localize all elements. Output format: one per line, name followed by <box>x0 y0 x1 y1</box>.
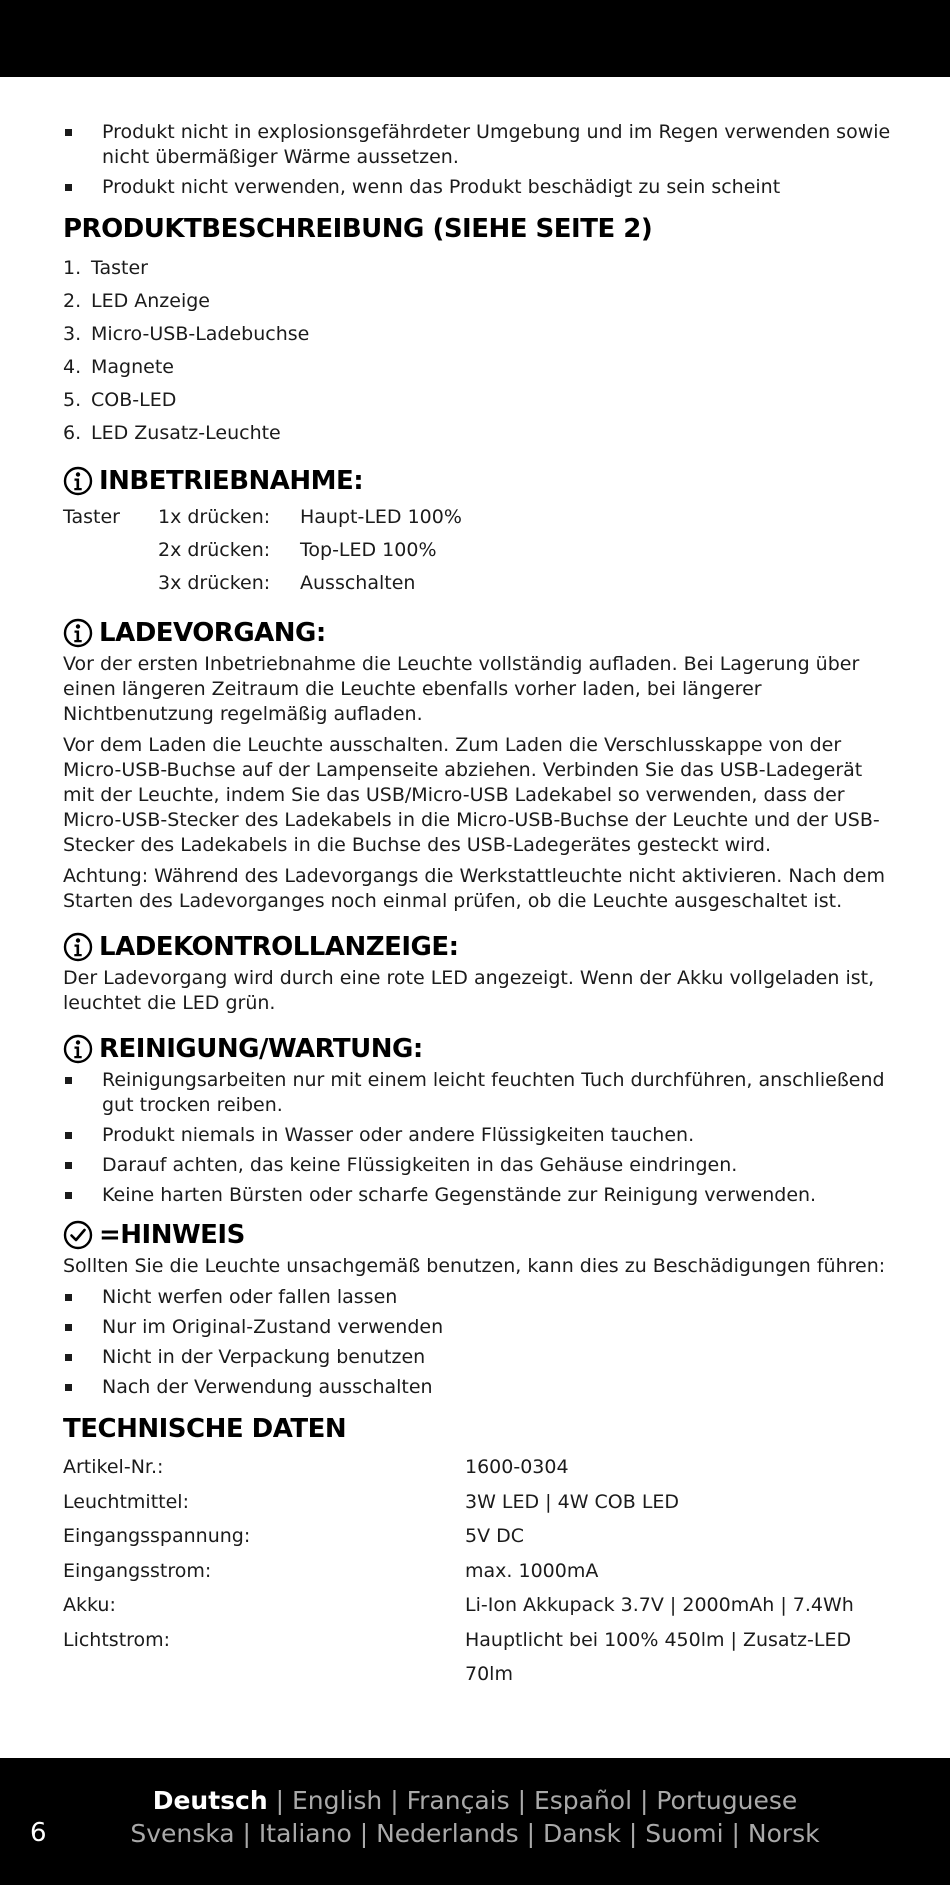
list-item: 2. LED Anzeige <box>63 290 210 312</box>
cleaning-bullets <box>63 1068 893 1208</box>
paragraph: Vor der ersten Inbetriebnahme die Leuchte vollständig aufladen. Bei Lagerung über einen längeren Zeitraum die Leuchte ebenfalls vorher laden, bei längerer Nichtbenutzung regelmäßig aufladen. <box>63 653 860 725</box>
spec-value: 3W LED | 4W COB LED <box>465 1490 680 1513</box>
spec-label: Akku: <box>63 1594 116 1616</box>
press-result: Ausschalten <box>300 572 416 594</box>
section-title-indicator: LADEKONTROLLANZEIGE: <box>63 930 893 964</box>
list-item: Darauf achten, das keine Flüssigkeiten in das Gehäuse eindringen. <box>63 1153 893 1178</box>
spec-label: Lichtstrom: <box>63 1628 171 1651</box>
section-title-charging: LADEVORGANG: <box>63 616 893 650</box>
list-item: 6. LED Zusatz-Leuchte <box>63 422 281 444</box>
list-item: Reinigungsarbeiten nur mit einem leicht feuchten Tuch durchführen, anschließend gut trocken reiben. <box>63 1068 893 1118</box>
safety-bullets <box>63 120 893 200</box>
button-operation-table <box>63 501 893 600</box>
list-item: 5. COB-LED <box>63 389 177 411</box>
list-item: Nach der Verwendung ausschalten <box>63 1375 893 1400</box>
info-circle-icon <box>63 466 93 496</box>
section-title-tech: TECHNISCHE DATEN <box>63 1414 347 1444</box>
spec-label: Leuchtmittel: <box>63 1490 189 1513</box>
spec-value: Hauptlicht bei 100% 450lm | Zusatz-LED 70lm <box>465 1628 852 1685</box>
current-language: Deutsch <box>152 1786 268 1815</box>
list-item: Nur im Original-Zustand verwenden <box>63 1315 893 1340</box>
section-title-note: =HINWEIS <box>63 1218 893 1252</box>
list-item: 1. Taster <box>63 257 148 279</box>
spec-label: Eingangsspannung: <box>63 1525 251 1547</box>
list-item: Nicht werfen oder fallen lassen <box>63 1285 893 1310</box>
manual-content <box>63 120 893 1692</box>
section-title-cleaning: REINIGUNG/WARTUNG: <box>63 1032 893 1066</box>
spec-value: Li-Ion Akkupack 3.7V | 2000mAh | 7.4Wh <box>465 1594 854 1616</box>
list-item: Produkt nicht verwenden, wenn das Produkt beschädigt zu sein scheint <box>63 175 893 200</box>
button-label: Taster <box>63 506 120 528</box>
press-result: Haupt-LED 100% <box>300 506 462 528</box>
info-circle-icon <box>63 1034 93 1064</box>
page-number: 6 <box>30 1818 47 1848</box>
section-title-start: INBETRIEBNAHME: <box>63 464 893 498</box>
list-item: Produkt nicht in explosionsgefährdeter Umgebung und im Regen verwenden sowie nicht übermäßiger Wärme aussetzen. <box>63 120 893 170</box>
list-item: 4. Magnete <box>63 356 174 378</box>
product-parts-list <box>63 252 893 450</box>
paragraph: Der Ladevorgang wird durch eine rote LED angezeigt. Wenn der Akku vollgeladen ist, leuchtet die LED grün. <box>63 967 875 1014</box>
paragraph: Vor dem Laden die Leuchte ausschalten. Zum Laden die Verschlusskappe von der Micro-USB-Buchse auf der Lampenseite abziehen. Verbinden Sie das USB-Ladegerät mit der Leuchte, indem Sie das USB/Micro-USB Ladekabel so verwenden, dass der Micro-USB-Stecker des Ladekabels in die Micro-USB-Buchse der Leuchte und der USB-Stecker des Ladekabels in die Buchse des USB-Ladegerätes gesteckt wird. <box>63 734 880 856</box>
language-line-2: Svenska | Italiano | Nederlands | Dansk | Suomi | Norsk <box>130 1819 820 1848</box>
note-bullets <box>63 1285 893 1400</box>
tech-specs-table <box>63 1450 893 1692</box>
spec-value: max. 1000mA <box>465 1559 599 1582</box>
list-item: Keine harten Bürsten oder scharfe Gegenstände zur Reinigung verwenden. <box>63 1183 893 1208</box>
press-action: 2x drücken: <box>158 539 271 561</box>
press-action: 1x drücken: <box>158 506 271 528</box>
paragraph: Sollten Sie die Leuchte unsachgemäß benutzen, kann dies zu Beschädigungen führen: <box>63 1255 886 1277</box>
list-item: Produkt niemals in Wasser oder andere Flüssigkeiten tauchen. <box>63 1123 893 1148</box>
info-circle-icon <box>63 618 93 648</box>
spec-label: Eingangsstrom: <box>63 1559 212 1582</box>
top-bar <box>0 0 950 77</box>
paragraph: Achtung: Während des Ladevorgangs die Werkstattleuchte nicht aktivieren. Nach dem Starten des Ladevorganges noch einmal prüfen, ob die Leuchte ausgeschaltet ist. <box>63 865 885 912</box>
spec-value: 1600-0304 <box>465 1456 569 1478</box>
list-item: Nicht in der Verpackung benutzen <box>63 1345 893 1370</box>
press-result: Top-LED 100% <box>300 539 437 561</box>
spec-label: Artikel-Nr.: <box>63 1456 164 1478</box>
press-action: 3x drücken: <box>158 572 271 594</box>
language-line-1 <box>0 1786 950 1815</box>
other-languages: | English | Français | Español | Portuguese <box>267 1786 798 1815</box>
check-circle-icon <box>63 1220 93 1250</box>
info-circle-icon <box>63 932 93 962</box>
list-item: 3. Micro-USB-Ladebuchse <box>63 323 310 345</box>
section-title-product: PRODUKTBESCHREIBUNG (SIEHE SEITE 2) <box>63 214 653 244</box>
spec-value: 5V DC <box>465 1525 525 1547</box>
